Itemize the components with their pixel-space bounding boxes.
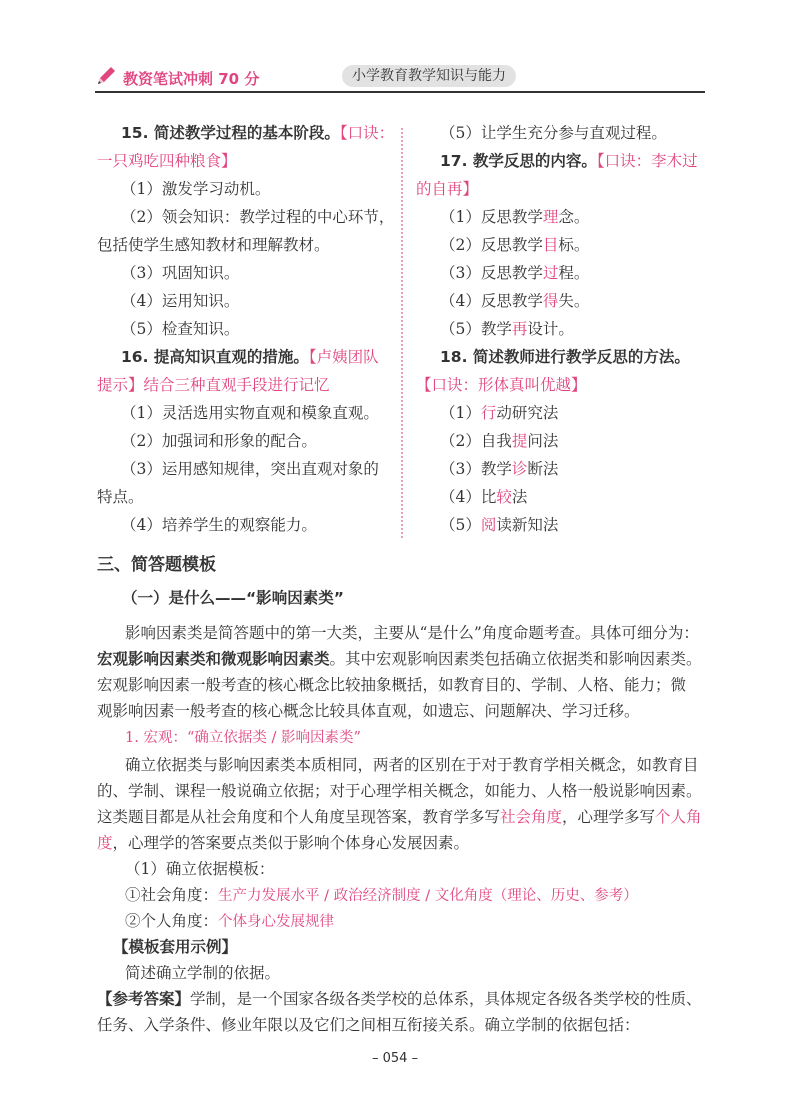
section-heading: 三、简答题模板 — [97, 555, 216, 575]
template-label: （1）确立依据模板： — [125, 860, 275, 878]
paragraph-line — [97, 648, 702, 670]
subject-badge: 小学教育教学知识与能力 — [342, 65, 516, 87]
item-text: 设计。 — [527, 320, 574, 338]
q18-tip: 【口诀：形体真叫优越】 — [416, 376, 587, 394]
paragraph-text: 这类题目都是从社会角度和个人角度呈现答案，教育学多写 — [97, 808, 501, 826]
q18-item — [440, 430, 558, 452]
item-text: （1）反思教学 — [440, 208, 543, 226]
q15-item-cont: 包括使学生感知教材和理解教材。 — [97, 236, 330, 254]
item-text: （5）教学 — [440, 320, 512, 338]
item-text: （2）反思教学 — [440, 236, 543, 254]
item-text: （4）反思教学 — [440, 292, 543, 310]
page-number: – 054 – — [372, 1051, 419, 1066]
q15-title-line — [121, 122, 394, 144]
answer-label: 【参考答案】 — [97, 990, 191, 1008]
item-text: （4）比 — [440, 488, 497, 506]
item-text: 读新知法 — [496, 516, 559, 534]
q17-item — [440, 234, 589, 256]
item-text: （2）自我 — [440, 432, 512, 450]
example-label: 【模板套用示例】 — [113, 938, 238, 956]
template-item-value: 生产力发展水平 / 政治经济制度 / 文化角度（理论、历史、参考） — [218, 888, 638, 904]
q15-item: （2）领会知识：教学过程的中心环节， — [121, 208, 395, 226]
item-text: 法 — [511, 488, 528, 506]
q17-tip-cont: 的自再】 — [416, 180, 479, 198]
template-item-label: ②个人角度： — [125, 912, 219, 930]
item-text: （5） — [440, 516, 481, 534]
mnemonic-char: 行 — [480, 404, 497, 422]
q17-item — [440, 318, 574, 340]
header-rule — [95, 91, 705, 93]
paragraph-line: 确立依据类与影响因素类本质相同，两者的区别在于对于教育学相关概念，如教育目 — [125, 756, 699, 774]
q17-title: 17. 教学反思的内容。 — [440, 152, 597, 170]
q16-item-5: （5）让学生充分参与直观过程。 — [440, 124, 667, 142]
q17-item — [440, 206, 589, 228]
paragraph-line — [97, 832, 469, 854]
subsection-heading: （一）是什么——“影响因素类” — [122, 589, 344, 607]
bold-term: 宏观影响因素类和微观影响因素类 — [97, 650, 330, 668]
template-item — [125, 884, 638, 907]
q18-item — [440, 486, 527, 508]
mnemonic-char: 诊 — [511, 460, 528, 478]
page-header — [95, 63, 705, 93]
highlight-text: 个人角 — [655, 808, 702, 826]
paragraph-line: 的、学制、课程一般说确立依据；对于心理学相关概念，如能力、人格一般说影响因素。 — [97, 782, 702, 800]
highlight-text: 社会角度 — [500, 808, 563, 826]
q18-title: 18. 简述教师进行教学反思的方法。 — [440, 348, 690, 366]
mnemonic-char: 较 — [496, 488, 512, 506]
q18-item — [440, 402, 558, 424]
item-text: 断法 — [527, 460, 559, 478]
q16-title-line — [121, 346, 379, 368]
item-text: 失。 — [558, 292, 590, 310]
mnemonic-char: 再 — [511, 320, 528, 338]
q15-item: （3）巩固知识。 — [121, 264, 240, 282]
q16-item: （1）灵活选用实物直观和模象直观。 — [121, 404, 379, 422]
q17-item — [440, 262, 589, 284]
item-text: 问法 — [527, 432, 559, 450]
pencil-icon — [95, 65, 117, 87]
mnemonic-char: 阅 — [480, 516, 497, 534]
template-item — [125, 910, 334, 933]
q17-tip: 【口诀：李木过 — [596, 152, 698, 170]
q15-item: （1）激发学习动机。 — [121, 180, 271, 198]
item-text: 程。 — [558, 264, 590, 282]
mnemonic-char: 目 — [542, 236, 559, 254]
q16-tip-cont: 提示】结合三种直观手段进行记忆 — [97, 376, 330, 394]
q16-item: （4）培养学生的观察能力。 — [121, 516, 317, 534]
item-text: 动研究法 — [496, 404, 559, 422]
paragraph-text: ，心理学的答案要点类似于影响个体身心发展因素。 — [112, 834, 470, 852]
template-item-label: ①社会角度： — [125, 886, 219, 904]
paragraph-line: 观影响因素一般考查的核心概念比较具体直观，如遗忘、问题解决、学习迁移。 — [97, 702, 640, 720]
mnemonic-char: 过 — [542, 264, 559, 282]
q16-item-cont: 特点。 — [97, 488, 144, 506]
q17-item — [440, 290, 589, 312]
highlight-text: 度 — [97, 834, 113, 852]
answer-line — [97, 988, 702, 1010]
item-text: （3）反思教学 — [440, 264, 543, 282]
q17-title-line — [440, 150, 698, 172]
subsection-1-title: 1. 宏观：“确立依据类 / 影响因素类” — [125, 730, 361, 746]
item-text: 标。 — [558, 236, 590, 254]
mnemonic-char: 理 — [542, 208, 559, 226]
q15-title: 15. 简述教学过程的基本阶段。 — [121, 124, 340, 142]
mnemonic-char: 得 — [542, 292, 559, 310]
q16-item: （2）加强词和形象的配合。 — [121, 432, 317, 450]
paragraph-line — [97, 806, 702, 828]
paragraph-text: ，心理学多写 — [562, 808, 656, 826]
book-title: 教资笔试冲刺 70 分 — [123, 70, 260, 88]
item-text: 念。 — [558, 208, 590, 226]
paragraph-line: 影响因素类是简答题中的第一大类，主要从“是什么”角度命题考查。具体可细分为： — [125, 624, 699, 642]
q16-item: （3）运用感知规律，突出直观对象的 — [121, 460, 379, 478]
template-item-value: 个体身心发展规律 — [218, 914, 335, 930]
q16-tip: 【卢姨团队 — [308, 348, 379, 366]
item-text: （1） — [440, 404, 481, 422]
paragraph-line: 宏观影响因素一般考查的核心概念比较抽象概括，如教育目的、学制、人格、能力；微 — [97, 676, 687, 694]
mnemonic-char: 提 — [511, 432, 528, 450]
column-divider — [401, 128, 403, 538]
q18-item — [440, 514, 558, 536]
q15-item: （4）运用知识。 — [121, 292, 240, 310]
q18-item — [440, 458, 558, 480]
answer-line: 任务、入学条件、修业年限以及它们之间相互衔接关系。确立学制的依据包括： — [97, 1016, 640, 1034]
example-question: 简述确立学制的依据。 — [125, 964, 281, 982]
q15-tip: 【口诀： — [339, 124, 395, 142]
item-text: （3）教学 — [440, 460, 512, 478]
q15-tip-cont: 一只鸡吃四种粮食】 — [97, 152, 237, 170]
q16-title: 16. 提高知识直观的措施。 — [121, 348, 309, 366]
answer-text: 学制，是一个国家各级各类学校的总体系，具体规定各级各类学校的性质、 — [190, 990, 702, 1008]
paragraph-text: 。其中宏观影响因素类包括确立依据类和影响因素类。 — [329, 650, 702, 668]
q15-item: （5）检查知识。 — [121, 320, 240, 338]
